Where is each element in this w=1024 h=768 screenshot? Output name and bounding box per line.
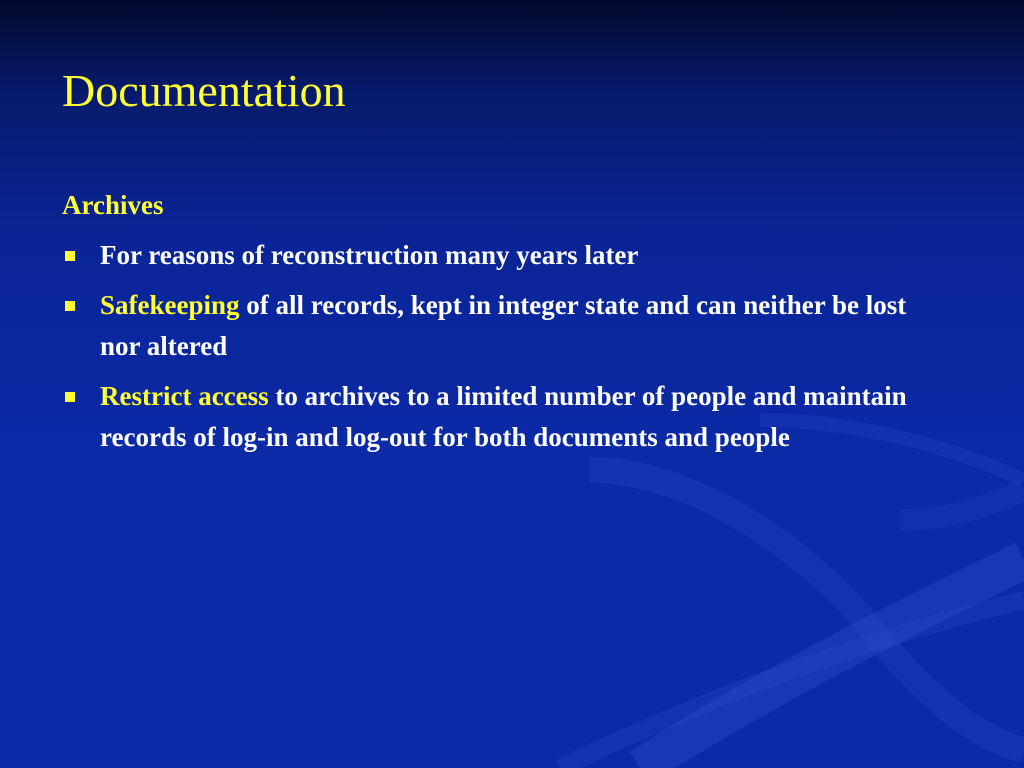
bullet-item-safekeeping (62, 285, 942, 367)
slide-content (62, 188, 942, 467)
bullet-text: of all records, kept in integer state and can neither be lost nor altered (100, 290, 907, 361)
bullet-text: For reasons of reconstruction many years later (100, 240, 639, 270)
bullet-item-restrict-access (62, 376, 942, 458)
bullet-item-reconstruction (62, 235, 942, 276)
slide-title: Documentation (62, 65, 346, 116)
square-bullet-icon (65, 251, 75, 261)
square-bullet-icon (65, 392, 75, 402)
bullet-text: to archives to a limited number of people and maintain records of log-in and log-out for both documents and people (100, 381, 907, 452)
square-bullet-icon (65, 301, 75, 311)
bullet-highlight: Safekeeping (100, 290, 240, 320)
section-subheading: Archives (62, 190, 164, 220)
bullet-highlight: Restrict access (100, 381, 269, 411)
